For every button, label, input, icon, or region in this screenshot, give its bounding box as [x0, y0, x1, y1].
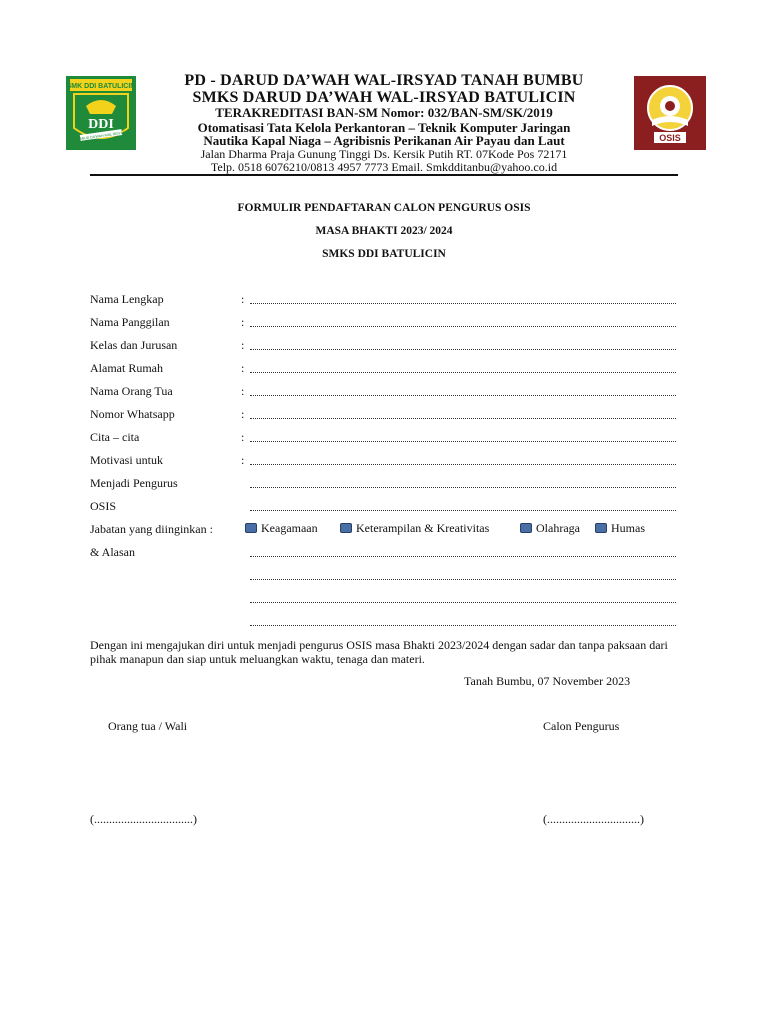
field-colon: : — [241, 292, 245, 306]
field-label-parent-name: Nama Orang Tua — [90, 384, 173, 398]
whatsapp-field[interactable] — [250, 418, 676, 419]
home-address-field[interactable] — [250, 372, 676, 373]
candidate-signature-label: Calon Pengurus — [543, 719, 620, 733]
place-date: Tanah Bumbu, 07 November 2023 — [464, 674, 631, 688]
checkbox-icon[interactable] — [245, 523, 257, 533]
field-colon: : — [241, 384, 245, 398]
reason-field-line-2[interactable] — [250, 579, 676, 580]
field-colon: : — [241, 407, 245, 421]
option-label: Keterampilan & Kreativitas — [356, 521, 490, 535]
full-name-field[interactable] — [250, 303, 676, 304]
programs-line-1: Otomatisasi Tata Kelola Perkantoran – Teknik Komputer Jaringan — [197, 120, 571, 135]
field-label-aspiration: Cita – cita — [90, 430, 140, 444]
motivation-field[interactable] — [250, 464, 676, 465]
nickname-field[interactable] — [250, 326, 676, 327]
option-keagamaan[interactable] — [245, 522, 318, 534]
reason-field-line-1[interactable] — [250, 556, 676, 557]
parent-signature-line[interactable]: (.................................) — [90, 812, 197, 826]
field-colon: : — [241, 430, 245, 444]
field-colon: : — [241, 315, 245, 329]
field-label-nickname: Nama Panggilan — [90, 315, 170, 329]
parent-signature-label: Orang tua / Wali — [108, 719, 188, 733]
form-school: SMKS DDI BATULICIN — [322, 248, 446, 260]
form-title: FORMULIR PENDAFTARAN CALON PENGURUS OSIS — [237, 202, 531, 214]
motivation-field-line-3[interactable] — [250, 510, 676, 511]
field-label-motivation-cont: Menjadi Pengurus — [90, 476, 178, 490]
accreditation: TERAKREDITASI BAN-SM Nomor: 032/BAN-SM/SK/2019 — [215, 105, 553, 120]
school-name: SMKS DARUD DA’WAH WAL-IRSYAD BATULICIN — [192, 89, 576, 106]
field-label-home-address: Alamat Rumah — [90, 361, 163, 375]
school-logo — [66, 76, 136, 150]
checkbox-icon[interactable] — [340, 523, 352, 533]
field-label-full-name: Nama Lengkap — [90, 292, 164, 306]
option-label: Olahraga — [536, 521, 580, 535]
field-label-class-major: Kelas dan Jurusan — [90, 338, 178, 352]
foundation-name: PD - DARUD DA’WAH WAL-IRSYAD TANAH BUMBU — [184, 72, 584, 89]
field-label-position: Jabatan yang diinginkan : — [90, 522, 213, 536]
checkbox-icon[interactable] — [595, 523, 607, 533]
checkbox-icon[interactable] — [520, 523, 532, 533]
aspiration-field[interactable] — [250, 441, 676, 442]
option-label: Keagamaan — [261, 521, 318, 535]
option-humas[interactable] — [595, 522, 645, 534]
logo-left-banner: SMK DDI BATULICIN — [66, 83, 136, 90]
reason-field-line-4[interactable] — [250, 625, 676, 626]
option-olahraga[interactable] — [520, 522, 580, 534]
field-label-whatsapp: Nomor Whatsapp — [90, 407, 175, 421]
motivation-field-line-2[interactable] — [250, 487, 676, 488]
logo-left-scroll: DARUD DA'WAH WAL IRSYAD — [76, 130, 126, 142]
field-colon: : — [241, 453, 245, 467]
declaration-text: Dengan ini mengajukan diri untuk menjadi pengurus OSIS masa Bhakti 2023/2024 dengan sadar dan tanpa paksaan dari pihak manapun dan siap untuk meluangkan waktu, tenaga dan materi. — [90, 638, 668, 666]
class-major-field[interactable] — [250, 349, 676, 350]
programs-line-2: Nautika Kapal Niaga – Agribisnis Perikanan Air Payau dan Laut — [203, 133, 565, 148]
parent-name-field[interactable] — [250, 395, 676, 396]
option-keterampilan[interactable] — [340, 522, 489, 534]
form-period: MASA BHAKTI 2023/ 2024 — [315, 225, 453, 237]
option-label: Humas — [611, 521, 645, 535]
field-colon: : — [241, 338, 245, 352]
field-label-motivation: Motivasi untuk — [90, 453, 164, 467]
field-label-osis: OSIS — [90, 499, 117, 513]
reason-field-line-3[interactable] — [250, 602, 676, 603]
address: Jalan Dharma Praja Gunung Tinggi Ds. Kersik Putih RT. 07Kode Pos 72171 — [200, 147, 568, 161]
field-colon: : — [241, 361, 245, 375]
field-label-reason: & Alasan — [90, 545, 135, 559]
osis-logo — [634, 76, 706, 150]
logo-right-banner: OSIS — [659, 133, 681, 143]
logo-left-initials: DDI — [88, 117, 114, 132]
header-divider — [90, 174, 678, 176]
candidate-signature-line[interactable]: (...............................) — [543, 812, 644, 826]
contact: Telp. 0518 6076210/0813 4957 7773 Email. Smkdditanbu@yahoo.co.id — [210, 160, 558, 174]
